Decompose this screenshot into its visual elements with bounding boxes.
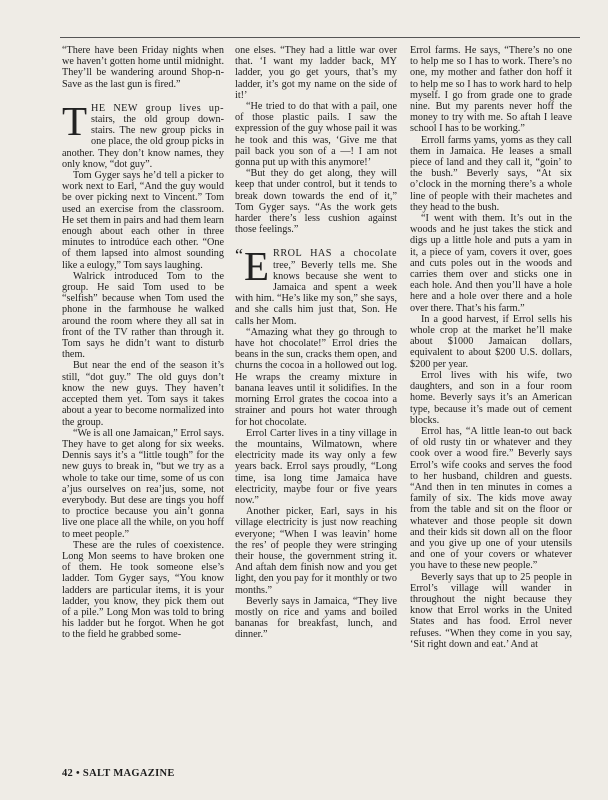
paragraph: “Amazing what they go through to have hot chocolate!” Errol dries the beans in the sun, cracks them open, and churns the cocoa in a hollowed out log. He wraps the creamy mixture in banana leaves until it solidifies. In the morning Errol grates the cocoa into a strainer and pours hot water through for hot chocolate. (235, 326, 397, 428)
paragraph: Errol lives with his wife, two daughters, and son in a four room home. Beverly says it’s an American type, because it’s made out of cement blocks. (410, 369, 572, 426)
paragraph: Beverly says in Jamaica, “They live mostly on rice and yams and boiled bananas for breakfast, lunch, and dinner.” (235, 595, 397, 641)
drop-cap: T (62, 102, 88, 144)
top-rule (60, 37, 580, 38)
paragraph: “There have been Friday nights when we haven’t gotten home until midnight. They’ll be wandering around Shop-n-Save as the last gun is fired.” (62, 45, 224, 90)
paragraph: In a good harvest, if Errol sells his whole crop at the market he’ll make about $1000 Jamaican dollars, equivalent to about $200 U.S. dollars, $200 per year. (410, 313, 572, 370)
paragraph: one elses. “They had a little war over that. ‘I want my ladder back, MY ladder, you go get yours, that’s my ladder, it’s got my name on the side of it!’ (235, 45, 397, 101)
paragraph: “I went with them. It’s out in the woods and he just takes the stick and digs up a little hole and puts a yam in it, a piece of yam, covers it over, goes and cuts poles out in the woods and carries them over and sticks one in each hole. And then you’ll have a hole here and a hole over there and a hole over there. That’s his farm.” (410, 213, 572, 314)
paragraph: Tom Gyger says he’d tell a picker to work next to Earl, “And the guy would be over picking next to Vincent.” Tom used an exercise from the classroom. He set them in pairs and had them learn enough about each other in three minutes to introdúce each other. “One of them lapsed into almost sounding like a eulogy,” Tom says laughing. (62, 170, 224, 271)
section-lead-in: RROL HAS a chocolate (273, 248, 397, 260)
paragraph: Errol farms. He says, “There’s no one to help me so I has to work. There’s no one, my mother and father don hoff it to help me so I has to work hard to help myself. I go from grade one to grade nine. But my parents never hoff the money to try with me. So aftah I leave school I has to be working.” (410, 45, 572, 135)
paragraph: Walrick introduced Tom to the group. He said Tom used to be “selfish” because when Tom used the phone in the farmhouse he walked around the room where they all sat in front of the TV rather than through it. Tom says he didn’t want to disturb them. (62, 270, 224, 361)
paragraph: Another picker, Earl, says in his village electricity is just now reaching everyone; “When I was leavin’ home the res’ of people they were stringing their house, the government string it. And aftah dem finish now and you get light, den you pay for it monthly or two months.” (235, 506, 397, 596)
section-text: stairs, the old group down-stairs. The new group picks in one place, the old group picks in another. They don’t know names, they only know, “dot guy”. (62, 114, 224, 170)
section-lead-in: HE NEW group lives up- (91, 102, 224, 114)
paragraph: But near the end of the season it’s still, “dot guy.” The old guys don’t know the new guys. They haven’t accepted them yet. Tom says it takes about a year to become normalized into the group. (62, 360, 224, 428)
section-opening-paragraph (235, 248, 397, 326)
column-1 (62, 45, 224, 641)
paragraph: “But they do get along, they will keep that under control, but it tends to break down towards the end of it,” Tom Gyger says. “As the work gets harder there’s less cushion against those feelings.” (235, 168, 397, 236)
paragraph: Errol Carter lives in a tiny village in the mountains, Wilmatown, where electricity made its way only a few years back. Errol says proudly, “Long time, isa long time Jamaica have electricity, maybe four or five years now.” (235, 427, 397, 506)
open-quote: “ (235, 248, 243, 266)
column-3 (410, 45, 572, 650)
drop-cap: E (244, 248, 270, 290)
paragraph: Erroll farms yams, yoms as they call them in Jamaica. He leases a small piece of land and they call it, “goin’ to the bush.” Beverly says, “At six o’clock in the morning there’s a whole line of people with their machetes and they head to the bush. (410, 134, 572, 213)
paragraph: Errol has, “A little lean-to out back of old rusty tin or whatever and they cook over a wood fire.” Beverly says Errol’s wife cooks and serves the food to her husband, children and guests. “And then in ten minutes in comes a family of six. The kids move away from the table and sit on the floor or whatever and those people sit down and their kids sit down all on the floor and you give up one of your utensils and one of your covers or whatever you have to these new people.” (410, 425, 572, 572)
paragraph: These are the rules of coexistence. Long Mon seems to have broken one of them. He took someone else’s ladder. Tom Gyger says, “You know ladders are particular items, it is your ladder, you know, they pick them out of a pile.” Long Mon was told to bring his ladder but he forgot. When he got to the field he grabbed some- (62, 539, 224, 641)
page-folio: 42 • SALT MAGAZINE (62, 768, 175, 779)
column-2 (235, 45, 397, 641)
paragraph: “He tried to do that with a pail, one of those plastic pails. I saw the expression of the guy whose pail it was he took and this was, ‘Give me that pail back you son of a —! I am not gonna put up with this anymore!’ (235, 101, 397, 169)
section-opening-paragraph (62, 103, 224, 170)
section-text: tree,” Beverly tells me. She knows because she went to Jamaica and spent a week with him. “He’s like my son,” she says, and she calls him just that, Son. He calls her Mom. (235, 259, 397, 327)
paragraph: “We is all one Jamaican,” Errol says. They have to get along for six weeks. Dennis says it’s a “little tough” for the new guys to break in, “but we try as a whole to take our time, some of us con a’jus ourselves on rea’jus, some, not everybody. But dese are tings you hoff to proctice because you ain’t gonna live one place all the while, on you hoff to meet people.” (62, 427, 224, 540)
paragraph: Beverly says that up to 25 people in Errol’s village will wander in throughout the night because they know that Errol works in the United States and has food. Errol never refuses. “When they come in you say, ‘Sit right down and eat.’ And at (410, 571, 572, 650)
